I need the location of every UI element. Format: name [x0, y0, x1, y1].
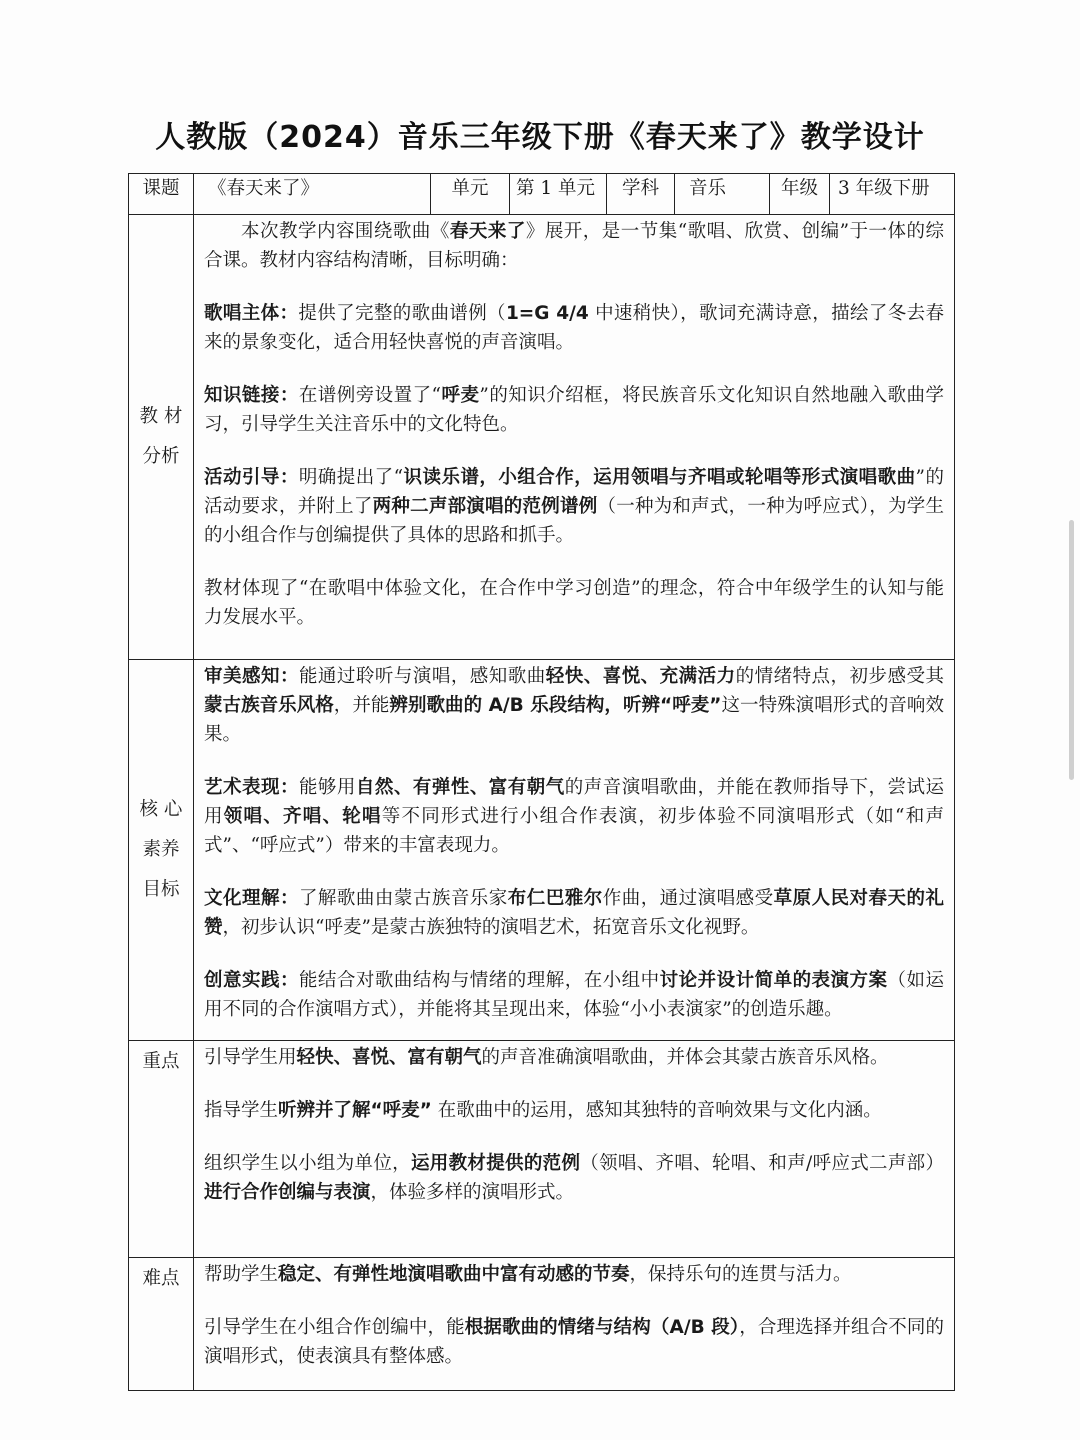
- section-label-line: 难点: [142, 1268, 180, 1289]
- text-run: 教材体现了“在歌唱中体验文化，在合作中学习创造”的理念，符合中年级学生的认知与能力发展水平。: [204, 578, 944, 628]
- text-run: 在谱例旁设置了“: [298, 385, 442, 406]
- section-paragraph: [204, 574, 944, 632]
- text-run: 引导学生用: [204, 1047, 297, 1068]
- header-row: [129, 174, 955, 215]
- section-row-difficulties: [129, 1258, 955, 1391]
- bold-text: 识读乐谱，小组合作，运用领唱与齐唱或轮唱等形式演唱歌曲: [403, 467, 916, 488]
- section-paragraph: [204, 381, 944, 439]
- bold-text: 歌唱主体：: [204, 303, 299, 324]
- section-label: [129, 1258, 194, 1391]
- text-run: 了解歌曲由蒙古族音乐家: [298, 888, 508, 909]
- bold-text: 讨论并设计简单的表演方案: [659, 970, 888, 991]
- lesson-plan-table: [128, 173, 955, 1391]
- bold-text: 呼麦: [441, 385, 480, 406]
- section-paragraph: [204, 299, 944, 357]
- section-row-objectives: [129, 660, 955, 1041]
- text-run: 明确提出了“: [298, 467, 404, 488]
- bold-text: 创意实践：: [204, 970, 299, 991]
- bold-text: 1=G 4/4: [505, 303, 589, 324]
- scrollbar-thumb[interactable]: [1069, 520, 1074, 780]
- section-label-line: 分析: [142, 446, 180, 467]
- bold-text: 活动引导：: [204, 467, 299, 488]
- text-run: 引导学生在小组合作创编中，能: [204, 1317, 465, 1338]
- text-run: （领唱、齐唱、轮唱、和声/呼应式二声部）: [580, 1153, 944, 1174]
- text-run: 能结合对歌曲结构与情绪的理解，在小组中: [298, 970, 660, 991]
- text-run: ，初步认识“呼麦”是蒙古族独特的演唱艺术，拓宽音乐文化视野。: [222, 917, 760, 938]
- section-label: [129, 660, 194, 1041]
- section-content: [194, 660, 955, 1041]
- bold-text: 听辨并了解“呼麦”: [278, 1100, 432, 1121]
- document-title: 人教版（2024）音乐三年级下册《春天来了》教学设计: [155, 120, 925, 155]
- text-run: 》展开，是一节集“歌唱、欣赏、创编”于一体的综合课。教材内容结构清晰，目标明确：: [204, 221, 944, 271]
- text-run: 能通过聆听与演唱，感知歌曲: [298, 666, 546, 687]
- bold-text: 领唱、齐唱、轮唱: [223, 806, 382, 827]
- section-paragraph: [204, 217, 944, 275]
- section-label-line: 重点: [142, 1051, 180, 1072]
- topic-value: 《春天来了》: [194, 174, 431, 215]
- bold-text: 进行合作创编与表演: [204, 1182, 371, 1203]
- section-row-key-points: [129, 1041, 955, 1258]
- section-label-line: 目标: [142, 879, 180, 900]
- text-run: 组织学生以小组为单位，: [204, 1153, 411, 1174]
- unit-value: 第 1 单元: [510, 174, 607, 215]
- text-run: ，合理选择并组合不同的演唱形式，使表演具有整体感。: [204, 1317, 944, 1367]
- text-run: 等不同形式进行小组合作表演，初步体验不同演唱形式（如“和声式”、“呼应式”）带来的丰富表现力。: [204, 806, 944, 856]
- bold-text: 布仁巴雅尔: [507, 888, 603, 909]
- section-paragraph: [204, 1096, 944, 1125]
- text-run: （一种为和声式，一种为呼应式），为学生的小组合作与创编提供了具体的思路和抓手。: [204, 496, 944, 546]
- section-label-line: 教 材: [139, 406, 183, 427]
- text-run: ”的活动要求，并附上了: [204, 467, 944, 517]
- bold-text: 知识链接：: [204, 385, 299, 406]
- section-label: [129, 1041, 194, 1258]
- text-run: 这一特殊演唱形式的音响效果。: [204, 695, 944, 745]
- bold-text: 蒙古族音乐风格: [204, 695, 334, 716]
- text-run: ，体验多样的演唱形式。: [370, 1182, 575, 1203]
- text-run: 在歌曲中的运用，感知其独特的音响效果与文化内涵。: [431, 1100, 882, 1121]
- section-paragraph: [204, 773, 944, 860]
- bold-text: 辨别歌曲的 A/B 乐段结构，听辨“呼麦”: [389, 695, 722, 716]
- subject-value: 音乐: [675, 174, 770, 215]
- subject-label: 学科: [607, 174, 675, 215]
- bold-text: 稳定、有弹性地演唱歌曲中富有动感的节奏: [278, 1264, 630, 1285]
- section-label-line: 素养: [142, 839, 180, 860]
- unit-label: 单元: [431, 174, 510, 215]
- section-label: [129, 215, 194, 660]
- section-paragraph: [204, 1313, 944, 1371]
- text-run: 能够用: [298, 777, 356, 798]
- text-run: ，保持乐句的连贯与活力。: [629, 1264, 852, 1285]
- section-row-materials: [129, 215, 955, 660]
- bold-text: 轻快、喜悦、富有朝气: [296, 1047, 482, 1068]
- text-run: 本次教学内容围绕歌曲《: [241, 221, 450, 242]
- bold-text: 根据歌曲的情绪与结构（A/B 段）: [464, 1317, 740, 1338]
- section-paragraph: [204, 463, 944, 550]
- section-paragraph: [204, 884, 944, 942]
- text-run: ”的知识介绍框，将民族音乐文化知识自然地融入歌曲学习，引导学生关注音乐中的文化特色。: [204, 385, 944, 435]
- text-run: 帮助学生: [204, 1264, 279, 1285]
- text-run: 作曲，通过演唱感受: [602, 888, 774, 909]
- section-paragraph: [204, 1149, 944, 1207]
- bold-text: 草原人民对春天的礼赞: [204, 888, 944, 938]
- section-paragraph: [204, 662, 944, 749]
- text-run: 的声音准确演唱歌曲，并体会其蒙古族音乐风格。: [481, 1047, 889, 1068]
- bold-text: 文化理解：: [204, 888, 299, 909]
- bold-text: 两种二声部演唱的范例谱例: [372, 496, 598, 517]
- section-content: [194, 1258, 955, 1391]
- text-run: 的声音演唱歌曲，并能在教师指导下，尝试运用: [204, 777, 944, 827]
- grade-label: 年级: [770, 174, 830, 215]
- text-run: 提供了完整的歌曲谱例（: [298, 303, 506, 324]
- text-run: （如运用不同的合作演唱方式），并能将其呈现出来，体验“小小表演家”的创造乐趣。: [204, 970, 944, 1020]
- topic-label: 课题: [129, 174, 194, 215]
- section-paragraph: [204, 1260, 944, 1289]
- text-run: 的情绪特点，初步感受其: [735, 666, 944, 687]
- bold-text: 自然、有弹性、富有朝气: [355, 777, 565, 798]
- grade-value: 3 年级下册: [830, 174, 955, 215]
- section-content: [194, 1041, 955, 1258]
- section-paragraph: [204, 966, 944, 1024]
- bold-text: 审美感知：: [204, 666, 299, 687]
- section-label-line: 核 心: [139, 799, 183, 820]
- text-run: 中速稍快），歌词充满诗意，描绘了冬去春来的景象变化，适合用轻快喜悦的声音演唱。: [204, 303, 944, 353]
- text-run: 指导学生: [204, 1100, 279, 1121]
- bold-text: 轻快、喜悦、充满活力: [545, 666, 736, 687]
- section-content: [194, 215, 955, 660]
- bold-text: 艺术表现：: [204, 777, 299, 798]
- bold-text: 运用教材提供的范例: [410, 1153, 581, 1174]
- bold-text: 春天来了: [449, 221, 526, 242]
- section-paragraph: [204, 1043, 944, 1072]
- text-run: ，并能: [333, 695, 390, 716]
